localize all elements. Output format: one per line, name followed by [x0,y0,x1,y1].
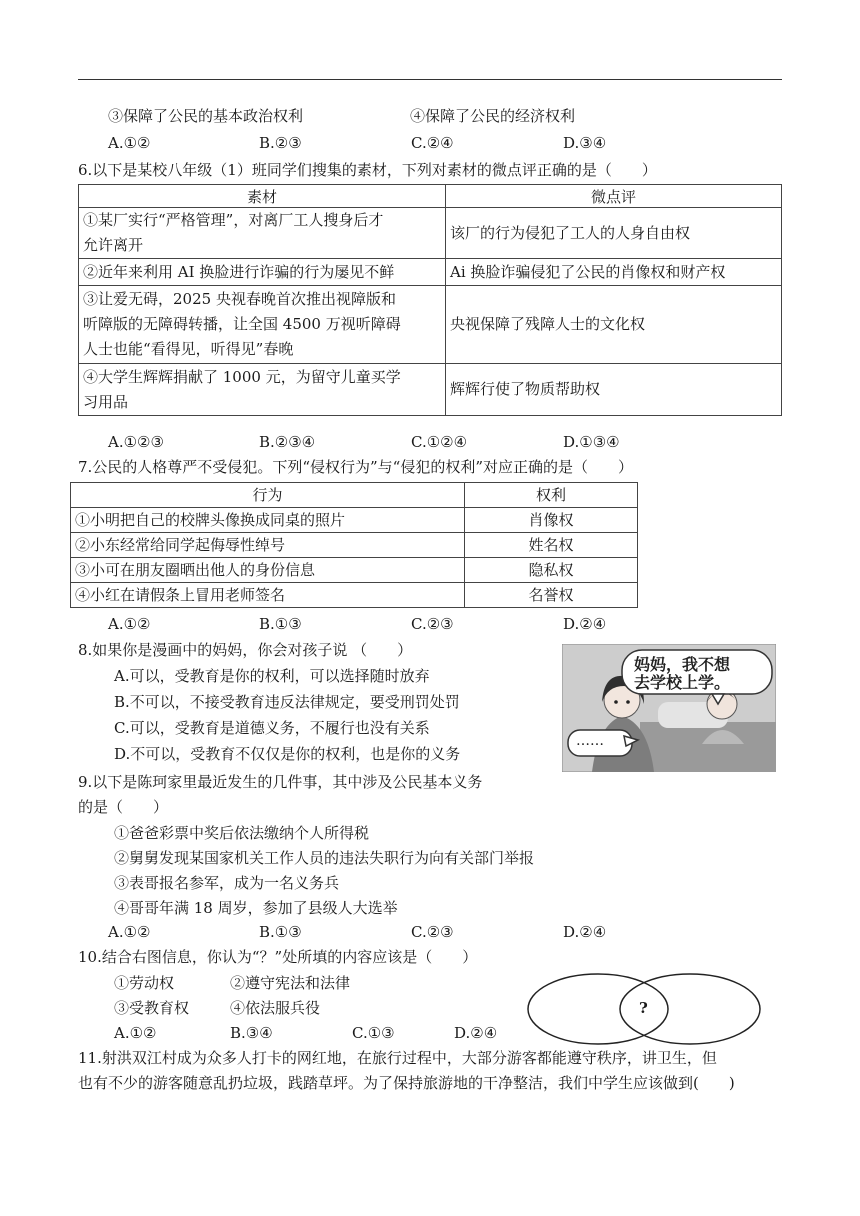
q5-option-4: ④保障了公民的经济权利 [410,107,576,125]
table-row [79,286,782,364]
venn-diagram [526,972,776,1046]
table-row [79,364,782,416]
q6-comment-1: 该厂的行为侵犯了工人的人身自由权 [446,208,782,259]
q5-choice-b: B.②③ [259,134,302,152]
q5-option-3: ③保障了公民的基本政治权利 [108,107,304,125]
q6-material-4: ④大学生辉辉捐献了 1000 元，为留守儿童买学 习用品 [79,364,446,416]
q6-material-3: ③让爱无碍，2025 央视春晚首次推出视障版和 听障版的无障碍转播，让全国 4500 万视听障碍 人士也能“看得见，听得见”春晚 [79,286,446,364]
q6-comment-4: 辉辉行使了物质帮助权 [446,364,782,416]
q8-option-a: A.可以，受教育是你的权利，可以选择随时放弃 [114,667,430,685]
q8-option-d: D.不可以，受教育不仅仅是你的权利，也是你的义务 [114,745,461,763]
table-row [71,558,638,583]
q9-item-4: ④哥哥年满 18 周岁，参加了县级人大选举 [114,899,398,917]
q6-table [78,184,782,416]
comic-bubble-line-2: 去学校上学。 [634,673,731,692]
q5-choice-a: A.①② [108,134,151,152]
q9-choice-d: D.②④ [563,923,607,941]
table-row [71,583,638,608]
q7-act-4: ④小红在请假条上冒用老师签名 [71,583,465,608]
q8-option-c: C.可以，受教育是道德义务，不履行也没有关系 [114,719,430,737]
q10-stem: 10.结合右图信息，你认为“？”处所填的内容应该是（ ） [78,948,478,966]
q6-material-2: ②近年来利用 AI 换脸进行诈骗的行为屡见不鲜 [79,259,446,286]
q7-right-3: 隐私权 [465,558,638,583]
q7-act-3: ③小可在朋友圈晒出他人的身份信息 [71,558,465,583]
q11-line-1: 11.射洪双江村成为众多人打卡的网红地，在旅行过程中，大部分游客都能遵守秩序，讲卫生，但 [78,1049,717,1067]
q5-choice-d: D.③④ [563,134,607,152]
q9-choice-a: A.①② [108,923,151,941]
q7-right-2: 姓名权 [465,533,638,558]
q6-choice-c: C.①②④ [411,433,468,451]
q10-item-4: ④依法服兵役 [230,999,321,1017]
table-row [79,208,782,259]
q6-comment-2: Ai 换脸诈骗侵犯了公民的肖像权和财产权 [446,259,782,286]
q7-right-4: 名誉权 [465,583,638,608]
q7-choice-b: B.①③ [259,615,302,633]
q8-option-b: B.不可以，不接受教育违反法律规定，要受刑罚处罚 [114,693,460,711]
comic-bubble-line-1: 妈妈，我不想 [634,655,731,674]
q9-stem-2: 的是（ ） [78,798,169,816]
q10-item-1: ①劳动权 [114,974,175,992]
q10-item-2: ②遵守宪法和法律 [230,974,351,992]
q7-act-1: ①小明把自己的校牌头像换成同桌的照片 [71,508,465,533]
table-row [79,259,782,286]
q6-material-1: ①某厂实行“严格管理”，对离厂工人搜身后才 允许离开 [79,208,446,259]
q7-header-act: 行为 [71,483,465,508]
q6-choice-b: B.②③④ [259,433,316,451]
comic-image [562,644,776,772]
q6-header-material: 素材 [79,185,446,208]
q6-comment-3: 央视保障了残障人士的文化权 [446,286,782,364]
q7-act-2: ②小东经常给同学起侮辱性绰号 [71,533,465,558]
q7-header-right: 权利 [465,483,638,508]
q5-choice-c: C.②④ [411,134,454,152]
q7-table [70,482,638,608]
q9-choice-c: C.②③ [411,923,454,941]
q10-item-3: ③受教育权 [114,999,190,1017]
q10-choice-a: A.①② [114,1024,157,1042]
q6-choice-d: D.①③④ [563,433,620,451]
q10-choice-c: C.①③ [352,1024,395,1042]
comic-mom-bubble: …… [576,733,604,749]
table-row [71,533,638,558]
q7-choice-d: D.②④ [563,615,607,633]
q11-line-2: 也有不少的游客随意乱扔垃圾，践踏草坪。为了保持旅游地的干净整洁，我们中学生应该做到( ) [78,1074,735,1092]
q9-item-2: ②舅舅发现某国家机关工作人员的违法失职行为向有关部门举报 [114,849,535,867]
table-row [71,508,638,533]
q9-stem-1: 9.以下是陈珂家里最近发生的几件事，其中涉及公民基本义务 [78,773,483,791]
q8-stem: 8.如果你是漫画中的妈妈，你会对孩子说 （ ） [78,641,413,659]
venn-question-mark: ? [639,999,648,1017]
q7-right-1: 肖像权 [465,508,638,533]
q7-choice-c: C.②③ [411,615,454,633]
q7-choice-a: A.①② [108,615,151,633]
q6-stem: 6.以下是某校八年级（1）班同学们搜集的素材，下列对素材的微点评正确的是（ ） [78,161,657,179]
q6-choice-a: A.①②③ [108,433,164,451]
q9-item-1: ①爸爸彩票中奖后依法缴纳个人所得税 [114,824,370,842]
q7-stem: 7.公民的人格尊严不受侵犯。下列“侵权行为”与“侵犯的权利”对应正确的是（ ） [78,458,633,476]
q10-choice-b: B.③④ [230,1024,273,1042]
q10-choice-d: D.②④ [454,1024,498,1042]
q6-header-comment: 微点评 [446,185,782,208]
q9-choice-b: B.①③ [259,923,302,941]
q9-item-3: ③表哥报名参军，成为一名义务兵 [114,874,340,892]
header-rule [78,79,782,80]
